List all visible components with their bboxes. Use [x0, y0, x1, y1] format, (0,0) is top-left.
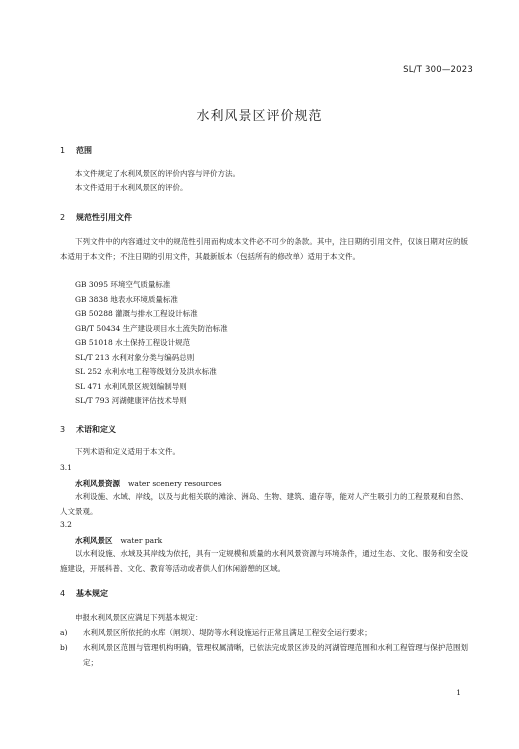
- item-text: 水利风景区所依托的水库（闸坝）、堤防等水利设施运行正常且满足工程安全运行要求；: [83, 628, 372, 637]
- item-text: 水利风景区范围与管理机构明确，管理权属清晰，已依法完成景区涉及的河湖管理范围和水利工程管理与保护范围划定；: [83, 643, 468, 667]
- page-number: 1: [456, 688, 461, 697]
- normative-references-list: [75, 278, 228, 409]
- reference-item: GB 3095 环境空气质量标准: [75, 280, 171, 289]
- section-title: 术语和定义: [76, 425, 116, 434]
- section-number: 2: [60, 213, 66, 222]
- term-definition: 以水利设施、水域及其岸线为依托，具有一定规模和质量的水利风景资源与环境条件，通过生态、文化、服务和安全设施建设，开展科普、文化、教育等活动或者供人们休闲游憩的区域。: [60, 549, 468, 573]
- section-3-intro: 下列术语和定义适用于本文件。: [75, 447, 180, 456]
- document-title: 水利风景区评价规范: [196, 109, 323, 124]
- term-chinese: 水利风景区: [75, 536, 113, 545]
- term-number: 3.1: [60, 463, 72, 472]
- item-label: a): [60, 628, 68, 637]
- list-item: [60, 641, 468, 670]
- section-4-intro: 申报水利风景区应满足下列基本规定：: [75, 613, 203, 622]
- term-heading: [75, 535, 162, 546]
- section-1-heading: [60, 145, 92, 156]
- reference-item: SL 471 水利风景区规划编制导则: [75, 381, 187, 391]
- term-chinese: 水利风景资源: [75, 479, 120, 488]
- term-english: water park: [120, 536, 163, 545]
- standard-code: SL/T 300—2023: [403, 65, 473, 75]
- reference-item: GB 51018 水土保持工程设计规范: [75, 338, 191, 347]
- section-2-heading: [60, 212, 132, 223]
- section-2-intro: 下列文件中的内容通过文中的规范性引用而构成本文件必不可少的条款。其中，注日期的引用文件，仅该日期对应的版本适用于本文件；不注日期的引用文件，其最新版本（包括所有的修改单）适用于本文件。: [60, 237, 468, 261]
- reference-item: SL/T 793 河湖健康评估技术导则: [75, 396, 187, 405]
- reference-item: SL/T 213 水利对象分类与编码总则: [75, 352, 195, 362]
- section-title: 基本规定: [76, 589, 108, 598]
- section-number: 3: [60, 425, 66, 434]
- list-item: [60, 626, 468, 641]
- section-3-heading: [60, 424, 116, 435]
- section-4-heading: [60, 588, 108, 599]
- reference-item: SL 252 水利水电工程等级划分及洪水标准: [75, 367, 217, 376]
- item-label: b): [60, 643, 68, 652]
- section-title: 规范性引用文件: [76, 213, 132, 222]
- term-definition: 水利设施、水域、岸线，以及与此相关联的滩涂、洲岛、生物、建筑、遗存等，能对人产生吸引力的工程景观和自然、人文景观。: [60, 492, 468, 516]
- reference-item: GB 50288 灌溉与排水工程设计标准: [75, 309, 198, 318]
- term-heading: [75, 478, 222, 489]
- section-1-paragraph-1: 本文件规定了水利风景区的评价内容与评价方法。: [75, 169, 240, 178]
- term-english: water scenery resources: [128, 479, 222, 488]
- section-number: 4: [60, 589, 66, 598]
- reference-item: GB 3838 地表水环境质量标准: [75, 294, 178, 304]
- section-title: 范围: [76, 146, 92, 155]
- section-number: 1: [60, 146, 66, 155]
- section-1-paragraph-2: 本文件适用于水利风景区的评价。: [75, 183, 188, 192]
- term-number: 3.2: [60, 520, 72, 529]
- reference-item: GB/T 50434 生产建设项目水土流失防治标准: [75, 323, 228, 333]
